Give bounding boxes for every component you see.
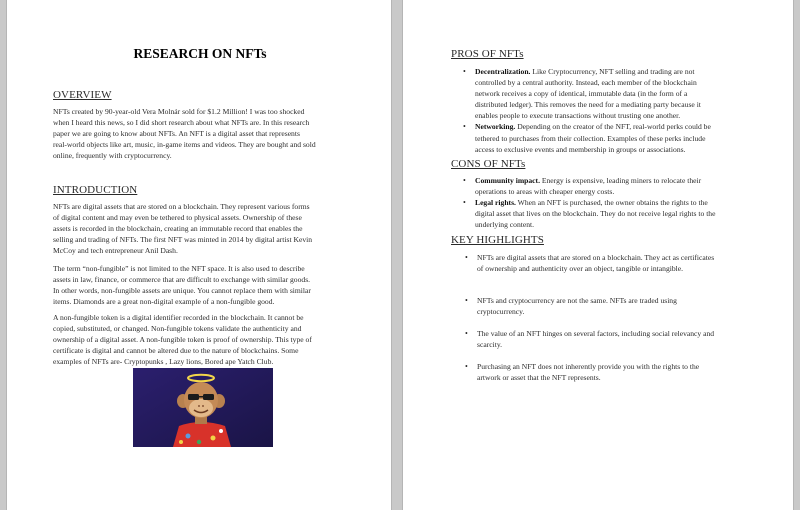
text-line: scarcity. [477, 340, 503, 350]
cons-list [475, 175, 780, 230]
pros-term: Decentralization. [475, 67, 531, 76]
text-line: enables people to execute transactions without trusting one another. [475, 111, 681, 121]
text-line: NFTs and cryptocurrency are not the same. NFTs are traded using [477, 296, 677, 305]
list-item [477, 361, 757, 383]
text-line: assets is recorded in the blockchain, creating an immutable record that enables the [53, 224, 303, 234]
text-line: access to exclusive events and membership in groups or associations. [475, 144, 686, 154]
text-line: ownership of a digital asset. A non-fungible token is proof of ownership. This type of [53, 335, 312, 345]
list-item [477, 252, 757, 274]
text-line: when I heard this news, so I did short research about what NFTs are. In this research [53, 118, 310, 128]
text-line: Purchasing an NFT does not inherently provide you with the rights to the [477, 362, 700, 371]
text-line: controlled by a central authority. Instead, each member of the blockchain [475, 78, 697, 88]
pros-heading: PROS OF NFTs [451, 48, 524, 60]
text-line: paper we are going to know about NFTs. An NFT is a digital asset that represents [53, 129, 300, 139]
text-line: In other words, non-fungible assets are unique. You cannot replace them with similar [53, 286, 311, 296]
text-line: assets in law, finance, or commerce that are difficult to exchange with similar goods. [53, 275, 311, 285]
overview-heading: OVERVIEW [53, 89, 112, 101]
text-line: A non-fungible token is a digital identifier recorded in the blockchain. It cannot be [53, 313, 304, 322]
document-page-2 [402, 0, 794, 510]
text-line: artwork or asset that the NFT represents. [477, 373, 601, 383]
pros-list [475, 66, 775, 155]
text-line: items. Diamonds are a great non-digital example of a non-fungible good. [53, 297, 275, 307]
introduction-paragraph-1 [53, 201, 312, 256]
text-line: tethered to purchases from their collection. Examples of these perks include [475, 133, 706, 143]
cons-term: Community impact. [475, 176, 540, 185]
bored-ape-nft-image [133, 368, 273, 447]
text-line: copied, substituted, or changed. Non-fungible tokens validate the authenticity and [53, 324, 302, 334]
list-item [475, 66, 775, 121]
text-line: online, frequently with cryptocurrency. [53, 151, 172, 161]
list-item [475, 197, 780, 230]
text-line: underlying content. [475, 220, 535, 230]
text-line: The term “non-fungible” is not limited to the NFT space. It is also used to describe [53, 264, 305, 273]
list-item [475, 121, 775, 154]
introduction-heading: INTRODUCTION [53, 184, 138, 196]
introduction-paragraph-3 [53, 312, 312, 367]
list-item [477, 328, 757, 350]
text-line: examples of NFTs are- Cryptopunks , Lazy lions, Bored ape Yatch Club. [53, 357, 274, 367]
introduction-paragraph-2 [53, 263, 311, 307]
key-highlights-heading: KEY HIGHLIGHTS [451, 234, 544, 246]
text-line: digital asset that lives on the blockchain. They do not receive legal rights to the [475, 209, 716, 219]
text-line: real-world objects like art, music, in-game items and videos. They are bought and sold [53, 140, 316, 150]
text-line: selling and trading of NFTs. The first NFT was minted in 2014 by digital artist Kevin [53, 235, 313, 245]
text-line: Depending on the creator of the NFT, real-world perks could be [515, 122, 711, 132]
pros-term: Networking. [475, 122, 516, 132]
list-item [475, 175, 780, 197]
overview-paragraph [53, 106, 316, 161]
text-line: of digital content and may even be tethered to physical assets. Ownership of these [53, 213, 302, 223]
text-line: certificate is digital and cannot be altered due to the nature of blockchains. Some [53, 346, 299, 356]
text-line: of ownership and authenticity over an object, tangible or intangible. [477, 264, 684, 274]
text-line: NFTs created by 90-year-old Vera Molnár sold for $1.2 Million! I was too shocked [53, 107, 305, 116]
text-line: distributed ledger). This removes the need for a mediating party because it [475, 100, 701, 110]
text-line: McCoy and tech entrepreneur Anil Dash. [53, 246, 178, 256]
cons-term: Legal rights. [475, 198, 516, 208]
text-line: operations to areas with cheaper energy costs. [475, 187, 615, 197]
text-line: When an NFT is purchased, the owner obtains the rights to the [515, 198, 708, 208]
text-line: The value of an NFT hinges on several factors, including social relevancy and [477, 329, 715, 338]
text-line: cryptocurrency. [477, 307, 525, 317]
cons-heading: CONS OF NFTs [451, 158, 526, 170]
text-line: Energy is expensive, leading miners to relocate their [539, 176, 702, 185]
text-line: NFTs are digital assets that are stored on a blockchain. They represent various forms [53, 202, 310, 211]
text-line: Like Cryptocurrency, NFT selling and trading are not [530, 67, 695, 76]
text-line: NFTs are digital assets that are stored on a blockchain. They act as certificates [477, 253, 715, 262]
document-page-1 [6, 0, 392, 510]
list-item [477, 295, 757, 317]
text-line: network receives a copy of identical, immutable data (in the form of a [475, 89, 688, 99]
document-title: RESEARCH ON NFTs [133, 46, 267, 61]
